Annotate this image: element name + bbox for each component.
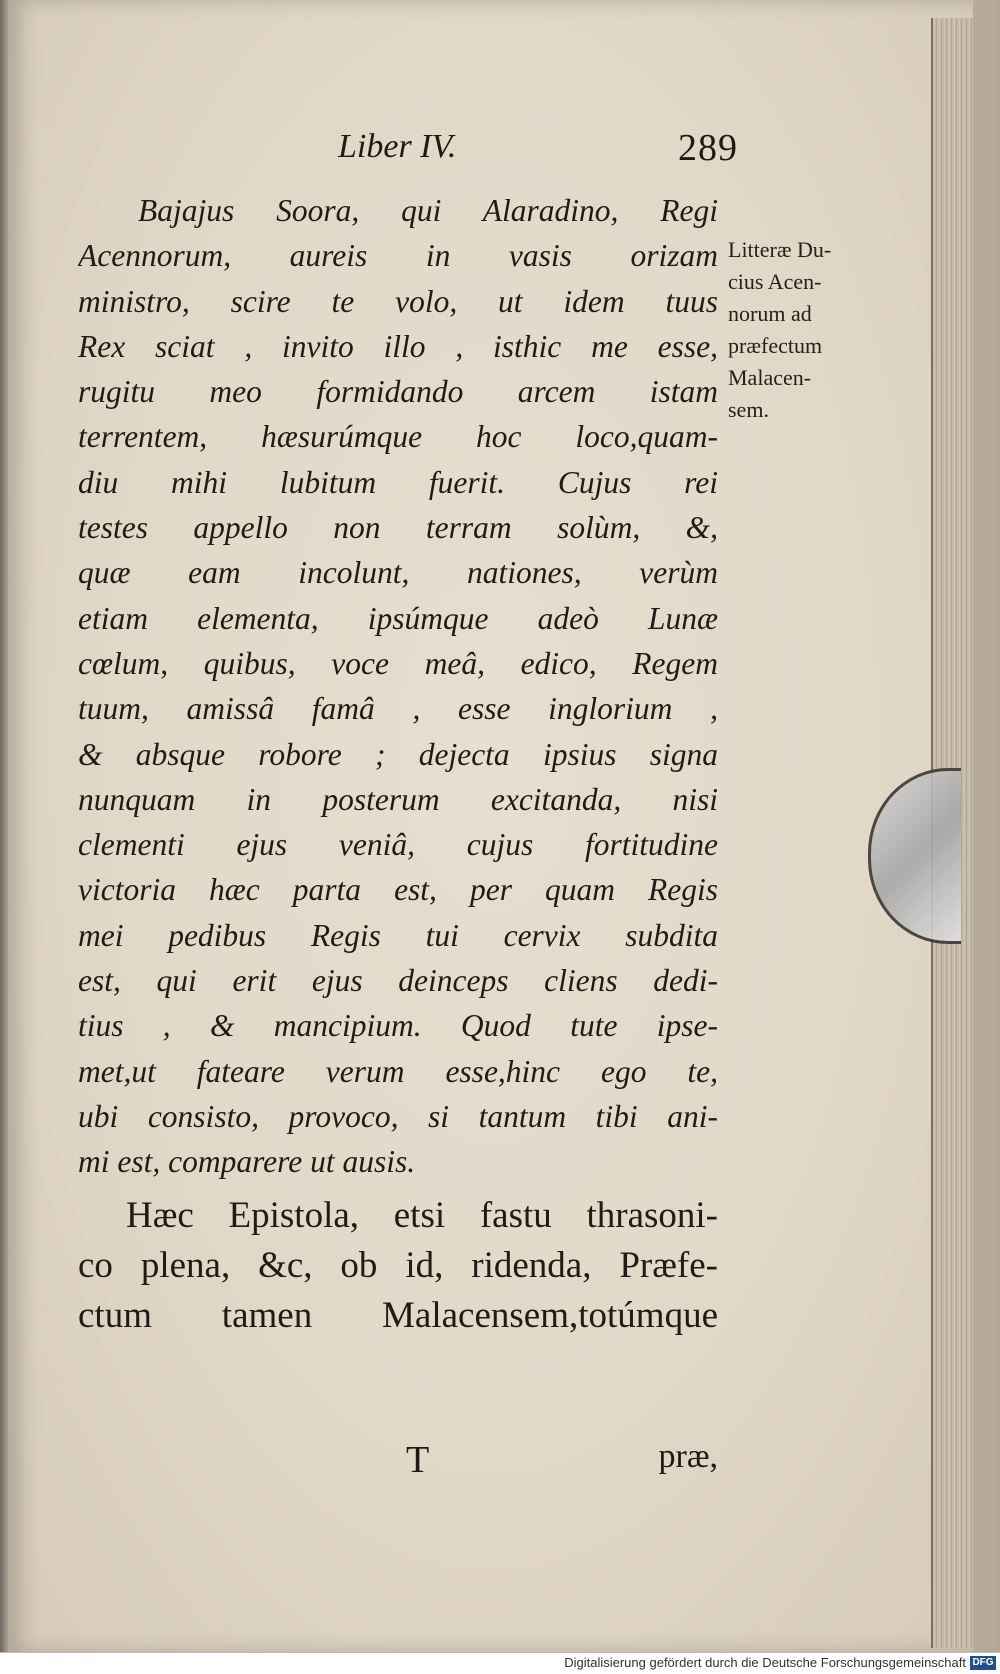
- text-line: Acennorum, aureis in vasis orizam: [78, 238, 718, 274]
- text-line: terrentem, hæsurúmque hoc loco,quam-: [78, 419, 718, 455]
- marginal-note-line: sem.: [728, 397, 769, 422]
- running-head: Liber IV.: [338, 128, 457, 165]
- text-line: Bajajus Soora, qui Alaradino, Regi: [138, 193, 718, 228]
- catchword: præ,: [658, 1438, 718, 1475]
- attribution-bar: [0, 1652, 1000, 1674]
- text-line: Rex sciat , invito illo , isthic me esse,: [78, 328, 718, 364]
- text-line: mi est, comparere ut ausis.: [78, 1144, 416, 1180]
- marginal-note-line: cius Acen-: [728, 269, 822, 294]
- text-line: mei pedibus Regis tui cervix subdita: [78, 917, 718, 953]
- book-page: [8, 0, 973, 1652]
- text-line: ubi consisto, provoco, si tantum tibi ani-: [78, 1098, 718, 1134]
- dfg-logo: DFG: [970, 1656, 996, 1670]
- marginal-note-line: Litteræ Du-: [728, 237, 832, 262]
- page-footer: [78, 1438, 718, 1488]
- text-line: tius , & mancipium. Quod tute ipse-: [78, 1008, 718, 1044]
- text-line: & absque robore ; dejecta ipsius signa: [78, 736, 718, 772]
- text-line: Hæc Epistola, etsi fastu thrasoni-: [126, 1194, 718, 1236]
- text-line: victoria hæc parta est, per quam Regis: [78, 872, 718, 908]
- text-line: rugitu meo formidando arcem istam: [78, 374, 718, 410]
- text-line: co plena, &c, ob id, ridenda, Præfe-: [78, 1244, 718, 1286]
- text-line: nunquam in posterum excitanda, nisi: [78, 781, 718, 817]
- body-text: [78, 188, 718, 1341]
- text-line: testes appello non terram solùm, &,: [78, 510, 718, 546]
- marginal-note-line: norum ad: [728, 301, 812, 326]
- marginal-note: [728, 234, 878, 426]
- text-line: cœlum, quibus, voce meâ, edico, Regem: [78, 645, 718, 681]
- marginal-note-line: Malacen-: [728, 365, 812, 390]
- page-header: [338, 128, 738, 178]
- text-line: quæ eam incolunt, nationes, verùm: [78, 555, 718, 591]
- text-line: ministro, scire te volo, ut idem tuus: [78, 283, 718, 319]
- text-line: diu mihi lubitum fuerit. Cujus rei: [78, 464, 718, 500]
- bookmark-clip: [868, 768, 961, 944]
- signature-mark: T: [406, 1439, 430, 1481]
- marginal-note-line: præfectum: [728, 333, 823, 358]
- text-line: met,ut fateare verum esse,hinc ego te,: [78, 1053, 718, 1089]
- text-line: tuum, amissâ famâ , esse inglorium ,: [78, 691, 718, 727]
- text-line: ctum tamen Malacensem,totúmque: [78, 1294, 718, 1336]
- attribution-text: Digitalisierung gefördert durch die Deutsche Forschungsgemeinschaft: [564, 1655, 966, 1670]
- text-line: etiam elementa, ipsúmque adeò Lunæ: [78, 600, 718, 636]
- page-number: 289: [678, 127, 738, 169]
- text-line: est, qui erit ejus deinceps cliens dedi-: [78, 963, 718, 999]
- text-line: clementi ejus veniâ, cujus fortitudine: [78, 827, 718, 863]
